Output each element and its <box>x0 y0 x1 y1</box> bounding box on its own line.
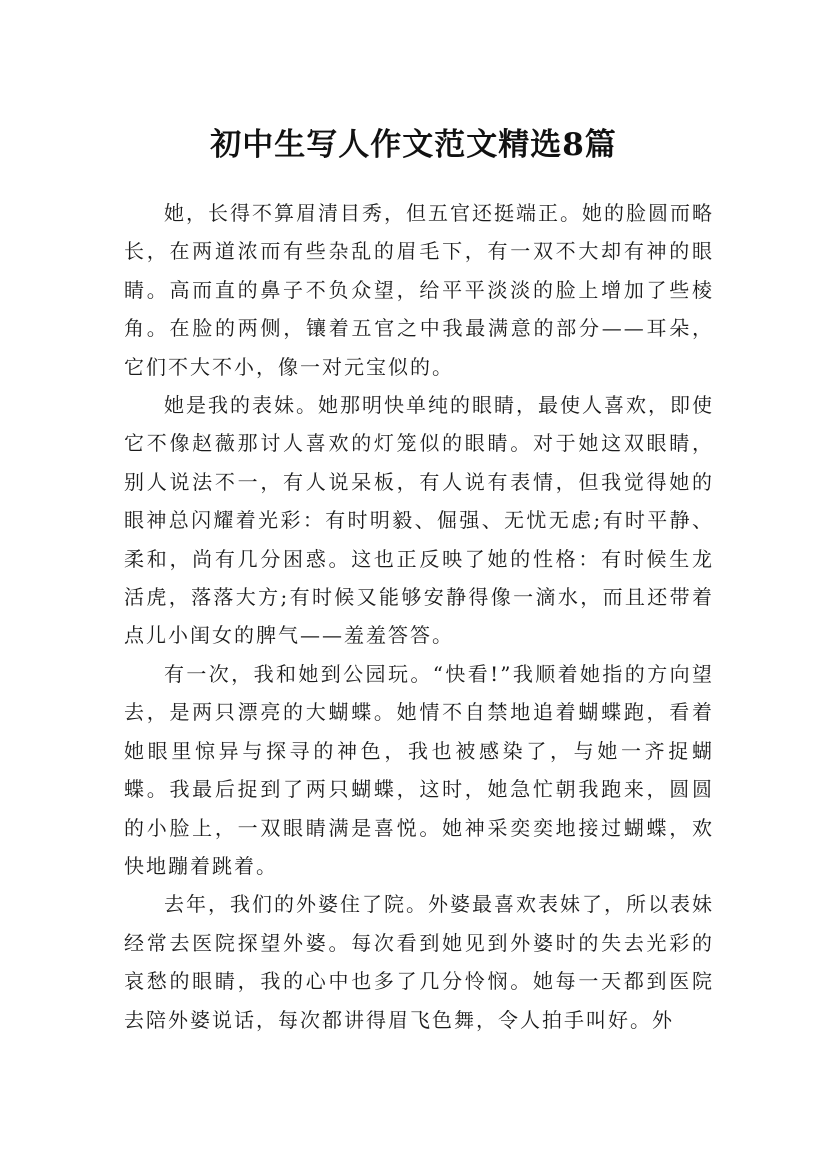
document-title: 初中生写人作文范文精选8篇 <box>210 126 617 163</box>
paragraph: 去年，我们的外婆住了院。外婆最喜欢表妹了，所以表妹经常去医院探望外婆。每次看到她见到外婆时的失去光彩的哀愁的眼睛，我的心中也多了几分怜悯。她每一天都到医院去陪外婆说话，每次都讲得眉飞色舞，令人拍手叫好。外 <box>124 892 714 1032</box>
paragraph: 她，长得不算眉清目秀，但五官还挺端正。她的脸圆而略长，在两道浓而有些杂乱的眉毛下，有一双不大却有神的眼睛。高而直的鼻子不负众望，给平平淡淡的脸上增加了些棱角。在脸的两侧，镶着五官之中我最满意的部分——耳朵，它们不大不小，像一对元宝似的。 <box>124 201 714 379</box>
paragraph: 她是我的表妹。她那明快单纯的眼睛，最使人喜欢，即使它不像赵薇那讨人喜欢的灯笼似的眼睛。对于她这双眼睛，别人说法不一，有人说呆板，有人说有表情，但我觉得她的眼神总闪耀着光彩：有时明毅、倔强、无忧无虑;有时平静、柔和，尚有几分困惑。这也正反映了她的性格：有时候生龙活虎，落落大方;有时候又能够安静得像一滴水，而且还带着点儿小闺女的脾气——羞羞答答。 <box>124 393 714 648</box>
document-body <box>124 194 714 1039</box>
paragraph: 有一次，我和她到公园玩。“快看!”我顺着她指的方向望去，是两只漂亮的大蝴蝶。她情不自禁地追着蝴蝶跑，看着她眼里惊异与探寻的神色，我也被感染了，与她一齐捉蝴蝶。我最后捉到了两只蝴蝶，这时，她急忙朝我跑来，圆圆的小脸上，一双眼睛满是喜悦。她神采奕奕地接过蝴蝶，欢快地蹦着跳着。 <box>124 661 714 878</box>
